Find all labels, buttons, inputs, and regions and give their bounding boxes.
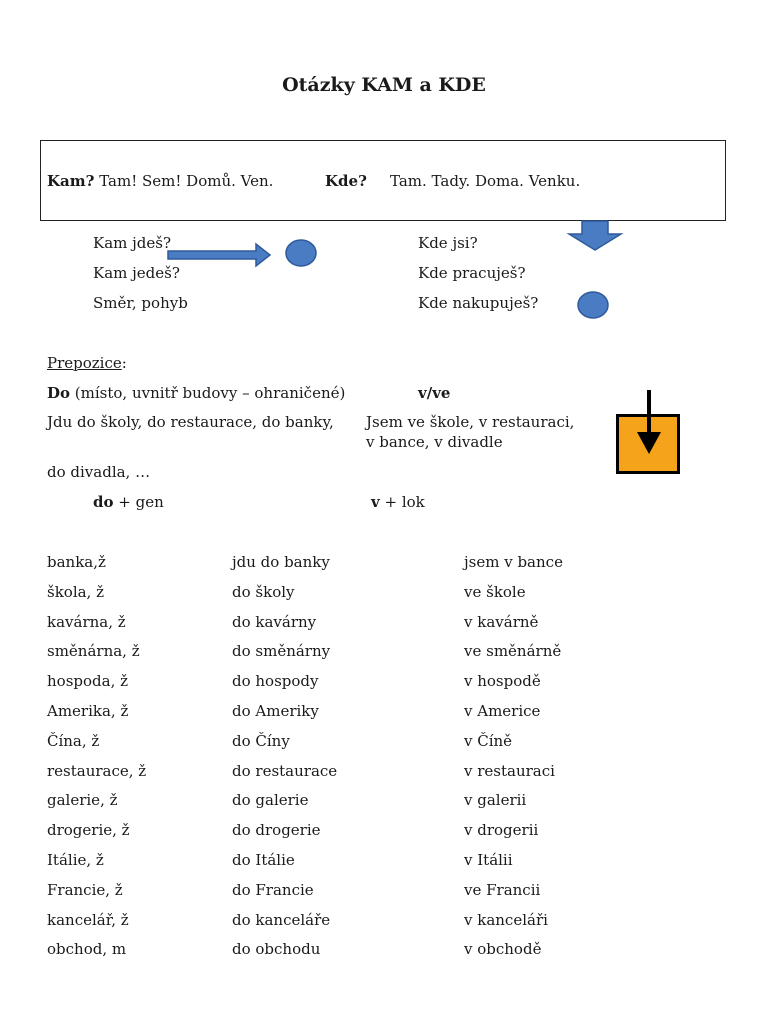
- do-example-line1: Jdu do školy, do restaurace, do banky,: [47, 413, 334, 431]
- noun-cell: galerie, ž: [47, 791, 118, 809]
- right-arrow-icon: [166, 242, 272, 268]
- noun-cell: kancelář, ž: [47, 911, 129, 929]
- prepozice-heading: [47, 354, 127, 372]
- v-rule: [371, 493, 425, 511]
- v-form-cell: v drogerii: [464, 821, 539, 839]
- kam-question: Kam jedeš?: [93, 264, 180, 282]
- kde-question: Kde nakupuješ?: [418, 294, 539, 312]
- v-form-cell: v galerii: [464, 791, 527, 809]
- kde-text: Tam. Tady. Doma. Venku.: [390, 172, 581, 190]
- noun-cell: banka,ž: [47, 553, 106, 571]
- do-form-cell: do kanceláře: [232, 911, 331, 929]
- noun-cell: Itálie, ž: [47, 851, 104, 869]
- v-form-cell: ve směnárně: [464, 642, 562, 660]
- do-rule-rest: + gen: [113, 493, 164, 511]
- circle-icon: [576, 290, 610, 320]
- kde-label-text: Kde?: [325, 172, 367, 190]
- v-example-line1: Jsem ve škole, v restauraci,: [366, 413, 575, 431]
- v-form-cell: v hospodě: [464, 672, 541, 690]
- noun-cell: hospoda, ž: [47, 672, 129, 690]
- noun-cell: Amerika, ž: [47, 702, 129, 720]
- noun-cell: Francie, ž: [47, 881, 123, 899]
- do-label: Do: [47, 384, 71, 402]
- noun-cell: škola, ž: [47, 583, 104, 601]
- kde-question: Kde jsi?: [418, 234, 478, 252]
- vve-label-text: v/ve: [418, 384, 451, 402]
- do-form-cell: do restaurace: [232, 762, 338, 780]
- kde-label: [325, 172, 367, 190]
- page-title: Otázky KAM a KDE: [282, 74, 486, 96]
- noun-cell: drogerie, ž: [47, 821, 130, 839]
- do-rule: [93, 493, 164, 511]
- do-form-cell: do Francie: [232, 881, 314, 899]
- kam-question: Směr, pohyb: [93, 294, 188, 312]
- kam-question: Kam jdeš?: [93, 234, 172, 252]
- noun-cell: kavárna, ž: [47, 613, 126, 631]
- do-form-cell: jdu do banky: [232, 553, 330, 571]
- noun-cell: Čína, ž: [47, 732, 100, 750]
- do-form-cell: do školy: [232, 583, 295, 601]
- v-form-cell: v kavárně: [464, 613, 539, 631]
- noun-cell: restaurace, ž: [47, 762, 147, 780]
- kam-row: [47, 172, 273, 190]
- v-form-cell: v restauraci: [464, 762, 555, 780]
- do-example-line2: do divadla, …: [47, 463, 151, 481]
- v-example-line2: v bance, v divadle: [366, 433, 503, 451]
- prepozice-colon: :: [121, 354, 127, 372]
- do-form-cell: do směnárny: [232, 642, 331, 660]
- v-form-cell: v kanceláři: [464, 911, 548, 929]
- noun-cell: obchod, m: [47, 940, 127, 958]
- kam-text: Tam! Sem! Domů. Ven.: [99, 172, 274, 190]
- kde-question: Kde pracuješ?: [418, 264, 526, 282]
- v-form-cell: v Itálii: [464, 851, 513, 869]
- vve-label: [418, 384, 450, 402]
- do-form-cell: do hospody: [232, 672, 319, 690]
- v-rule-rest: + lok: [379, 493, 425, 511]
- v-form-cell: ve škole: [464, 583, 526, 601]
- kam-label: Kam?: [47, 172, 95, 190]
- prepozice-label: Prepozice: [47, 354, 122, 372]
- do-form-cell: do Číny: [232, 732, 290, 750]
- circle-icon: [284, 238, 318, 268]
- down-arrow-icon: [566, 220, 624, 252]
- do-rule-bold: do: [93, 493, 114, 511]
- v-form-cell: v Americe: [464, 702, 541, 720]
- v-rule-bold: v: [371, 493, 380, 511]
- v-form-cell: ve Francii: [464, 881, 541, 899]
- do-form-cell: do kavárny: [232, 613, 317, 631]
- do-form-cell: do Ameriky: [232, 702, 319, 720]
- v-form-cell: v obchodě: [464, 940, 542, 958]
- do-form-cell: do obchodu: [232, 940, 321, 958]
- do-desc: (místo, uvnitř budovy – ohraničené): [74, 384, 346, 402]
- do-form-cell: do Itálie: [232, 851, 295, 869]
- v-form-cell: v Číně: [464, 732, 513, 750]
- do-description: [47, 384, 345, 402]
- do-form-cell: do drogerie: [232, 821, 321, 839]
- do-form-cell: do galerie: [232, 791, 309, 809]
- noun-cell: směnárna, ž: [47, 642, 140, 660]
- arrow-into-box-icon: [634, 388, 664, 456]
- v-form-cell: jsem v bance: [464, 553, 563, 571]
